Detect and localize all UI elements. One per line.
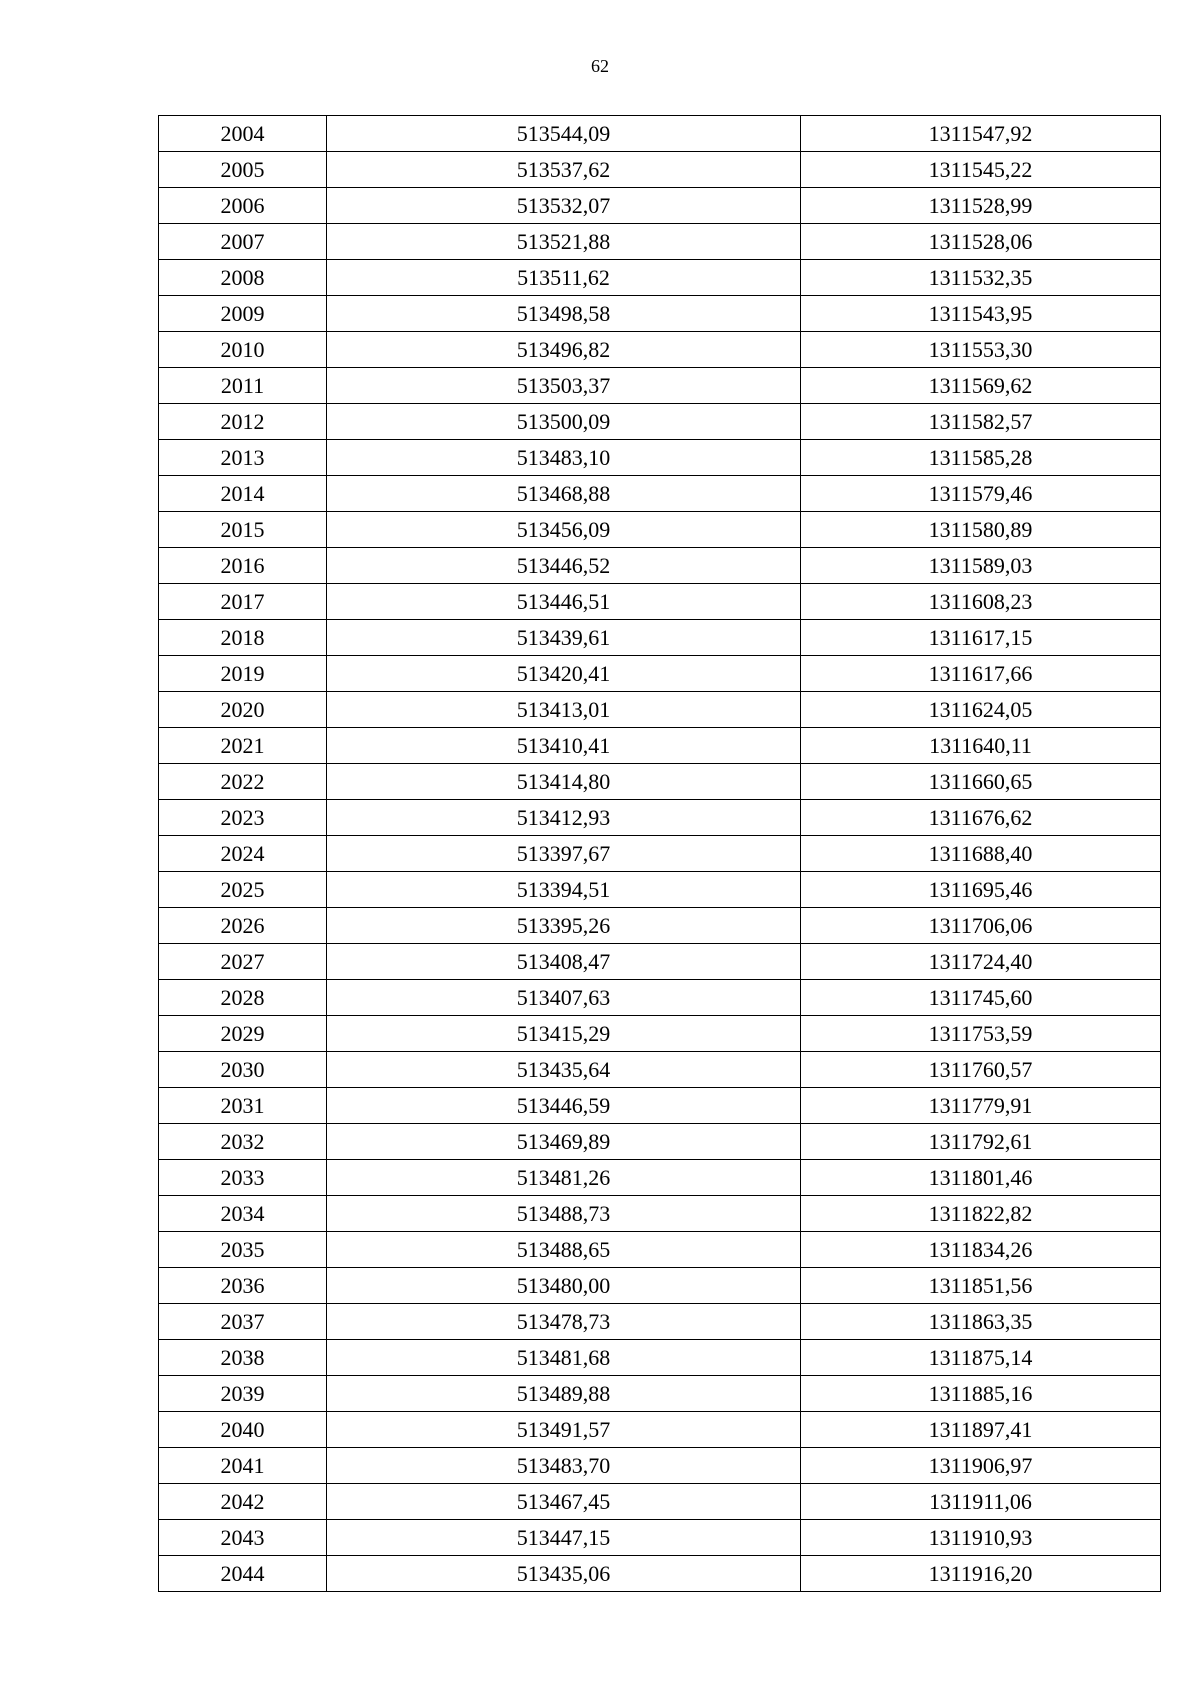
point-number-cell: 2026 (159, 908, 327, 944)
x-coordinate-cell: 513483,10 (327, 440, 801, 476)
y-coordinate-cell: 1311885,16 (801, 1376, 1161, 1412)
table-row (159, 1160, 1161, 1196)
x-coordinate-cell: 513435,64 (327, 1052, 801, 1088)
point-number-cell: 2031 (159, 1088, 327, 1124)
table-row (159, 404, 1161, 440)
point-number-cell: 2027 (159, 944, 327, 980)
table-row (159, 152, 1161, 188)
x-coordinate-cell: 513456,09 (327, 512, 801, 548)
point-number-cell: 2010 (159, 332, 327, 368)
y-coordinate-cell: 1311906,97 (801, 1448, 1161, 1484)
x-coordinate-cell: 513439,61 (327, 620, 801, 656)
x-coordinate-cell: 513407,63 (327, 980, 801, 1016)
y-coordinate-cell: 1311834,26 (801, 1232, 1161, 1268)
table-row (159, 1412, 1161, 1448)
x-coordinate-cell: 513446,59 (327, 1088, 801, 1124)
y-coordinate-cell: 1311916,20 (801, 1556, 1161, 1592)
table-row (159, 1520, 1161, 1556)
table-row (159, 1016, 1161, 1052)
point-number-cell: 2019 (159, 656, 327, 692)
x-coordinate-cell: 513537,62 (327, 152, 801, 188)
x-coordinate-cell: 513394,51 (327, 872, 801, 908)
y-coordinate-cell: 1311676,62 (801, 800, 1161, 836)
x-coordinate-cell: 513488,65 (327, 1232, 801, 1268)
point-number-cell: 2033 (159, 1160, 327, 1196)
point-number-cell: 2043 (159, 1520, 327, 1556)
point-number-cell: 2018 (159, 620, 327, 656)
y-coordinate-cell: 1311745,60 (801, 980, 1161, 1016)
point-number-cell: 2044 (159, 1556, 327, 1592)
x-coordinate-cell: 513532,07 (327, 188, 801, 224)
y-coordinate-cell: 1311528,99 (801, 188, 1161, 224)
point-number-cell: 2040 (159, 1412, 327, 1448)
x-coordinate-cell: 513511,62 (327, 260, 801, 296)
y-coordinate-cell: 1311582,57 (801, 404, 1161, 440)
y-coordinate-cell: 1311640,11 (801, 728, 1161, 764)
point-number-cell: 2036 (159, 1268, 327, 1304)
table-row (159, 944, 1161, 980)
point-number-cell: 2025 (159, 872, 327, 908)
x-coordinate-cell: 513544,09 (327, 116, 801, 152)
table-row (159, 476, 1161, 512)
point-number-cell: 2020 (159, 692, 327, 728)
point-number-cell: 2030 (159, 1052, 327, 1088)
x-coordinate-cell: 513467,45 (327, 1484, 801, 1520)
coordinates-table (158, 115, 1161, 1592)
y-coordinate-cell: 1311851,56 (801, 1268, 1161, 1304)
y-coordinate-cell: 1311579,46 (801, 476, 1161, 512)
y-coordinate-cell: 1311589,03 (801, 548, 1161, 584)
y-coordinate-cell: 1311688,40 (801, 836, 1161, 872)
y-coordinate-cell: 1311528,06 (801, 224, 1161, 260)
table-row (159, 188, 1161, 224)
table-row (159, 368, 1161, 404)
table-row (159, 1376, 1161, 1412)
y-coordinate-cell: 1311569,62 (801, 368, 1161, 404)
point-number-cell: 2015 (159, 512, 327, 548)
y-coordinate-cell: 1311779,91 (801, 1088, 1161, 1124)
point-number-cell: 2038 (159, 1340, 327, 1376)
table-row (159, 1484, 1161, 1520)
point-number-cell: 2021 (159, 728, 327, 764)
table-row (159, 548, 1161, 584)
y-coordinate-cell: 1311543,95 (801, 296, 1161, 332)
x-coordinate-cell: 513488,73 (327, 1196, 801, 1232)
table-row (159, 1448, 1161, 1484)
y-coordinate-cell: 1311585,28 (801, 440, 1161, 476)
x-coordinate-cell: 513480,00 (327, 1268, 801, 1304)
y-coordinate-cell: 1311875,14 (801, 1340, 1161, 1376)
table-row (159, 836, 1161, 872)
point-number-cell: 2013 (159, 440, 327, 476)
x-coordinate-cell: 513420,41 (327, 656, 801, 692)
x-coordinate-cell: 513489,88 (327, 1376, 801, 1412)
x-coordinate-cell: 513414,80 (327, 764, 801, 800)
x-coordinate-cell: 513410,41 (327, 728, 801, 764)
table-row (159, 980, 1161, 1016)
x-coordinate-cell: 513415,29 (327, 1016, 801, 1052)
x-coordinate-cell: 513498,58 (327, 296, 801, 332)
x-coordinate-cell: 513500,09 (327, 404, 801, 440)
table-row (159, 800, 1161, 836)
point-number-cell: 2037 (159, 1304, 327, 1340)
x-coordinate-cell: 513468,88 (327, 476, 801, 512)
table-row (159, 224, 1161, 260)
table-row (159, 1268, 1161, 1304)
x-coordinate-cell: 513397,67 (327, 836, 801, 872)
coordinates-table-body (159, 116, 1161, 1592)
point-number-cell: 2011 (159, 368, 327, 404)
y-coordinate-cell: 1311695,46 (801, 872, 1161, 908)
point-number-cell: 2041 (159, 1448, 327, 1484)
table-row (159, 584, 1161, 620)
y-coordinate-cell: 1311897,41 (801, 1412, 1161, 1448)
y-coordinate-cell: 1311724,40 (801, 944, 1161, 980)
y-coordinate-cell: 1311545,22 (801, 152, 1161, 188)
x-coordinate-cell: 513491,57 (327, 1412, 801, 1448)
table-row (159, 764, 1161, 800)
point-number-cell: 2028 (159, 980, 327, 1016)
y-coordinate-cell: 1311822,82 (801, 1196, 1161, 1232)
point-number-cell: 2039 (159, 1376, 327, 1412)
y-coordinate-cell: 1311753,59 (801, 1016, 1161, 1052)
table-row (159, 620, 1161, 656)
x-coordinate-cell: 513503,37 (327, 368, 801, 404)
x-coordinate-cell: 513408,47 (327, 944, 801, 980)
y-coordinate-cell: 1311863,35 (801, 1304, 1161, 1340)
x-coordinate-cell: 513478,73 (327, 1304, 801, 1340)
table-row (159, 296, 1161, 332)
y-coordinate-cell: 1311617,15 (801, 620, 1161, 656)
x-coordinate-cell: 513496,82 (327, 332, 801, 368)
table-row (159, 908, 1161, 944)
y-coordinate-cell: 1311580,89 (801, 512, 1161, 548)
y-coordinate-cell: 1311532,35 (801, 260, 1161, 296)
page-number: 62 (591, 56, 609, 76)
y-coordinate-cell: 1311706,06 (801, 908, 1161, 944)
table-row (159, 260, 1161, 296)
table-row (159, 116, 1161, 152)
point-number-cell: 2006 (159, 188, 327, 224)
table-row (159, 1196, 1161, 1232)
point-number-cell: 2004 (159, 116, 327, 152)
x-coordinate-cell: 513413,01 (327, 692, 801, 728)
x-coordinate-cell: 513435,06 (327, 1556, 801, 1592)
point-number-cell: 2034 (159, 1196, 327, 1232)
table-row (159, 1232, 1161, 1268)
x-coordinate-cell: 513446,52 (327, 548, 801, 584)
point-number-cell: 2022 (159, 764, 327, 800)
y-coordinate-cell: 1311911,06 (801, 1484, 1161, 1520)
point-number-cell: 2007 (159, 224, 327, 260)
x-coordinate-cell: 513481,68 (327, 1340, 801, 1376)
point-number-cell: 2005 (159, 152, 327, 188)
table-row (159, 1556, 1161, 1592)
point-number-cell: 2035 (159, 1232, 327, 1268)
y-coordinate-cell: 1311617,66 (801, 656, 1161, 692)
x-coordinate-cell: 513483,70 (327, 1448, 801, 1484)
point-number-cell: 2016 (159, 548, 327, 584)
table-row (159, 728, 1161, 764)
y-coordinate-cell: 1311792,61 (801, 1124, 1161, 1160)
x-coordinate-cell: 513412,93 (327, 800, 801, 836)
point-number-cell: 2024 (159, 836, 327, 872)
y-coordinate-cell: 1311553,30 (801, 332, 1161, 368)
table-row (159, 656, 1161, 692)
y-coordinate-cell: 1311910,93 (801, 1520, 1161, 1556)
table-row (159, 1052, 1161, 1088)
table-row (159, 1124, 1161, 1160)
x-coordinate-cell: 513446,51 (327, 584, 801, 620)
table-row (159, 332, 1161, 368)
y-coordinate-cell: 1311760,57 (801, 1052, 1161, 1088)
table-row (159, 1304, 1161, 1340)
table-row (159, 692, 1161, 728)
x-coordinate-cell: 513447,15 (327, 1520, 801, 1556)
table-row (159, 1340, 1161, 1376)
table-row (159, 512, 1161, 548)
point-number-cell: 2032 (159, 1124, 327, 1160)
point-number-cell: 2008 (159, 260, 327, 296)
table-row (159, 1088, 1161, 1124)
x-coordinate-cell: 513469,89 (327, 1124, 801, 1160)
x-coordinate-cell: 513521,88 (327, 224, 801, 260)
point-number-cell: 2017 (159, 584, 327, 620)
y-coordinate-cell: 1311624,05 (801, 692, 1161, 728)
table-row (159, 440, 1161, 476)
point-number-cell: 2023 (159, 800, 327, 836)
y-coordinate-cell: 1311547,92 (801, 116, 1161, 152)
y-coordinate-cell: 1311801,46 (801, 1160, 1161, 1196)
x-coordinate-cell: 513481,26 (327, 1160, 801, 1196)
y-coordinate-cell: 1311608,23 (801, 584, 1161, 620)
y-coordinate-cell: 1311660,65 (801, 764, 1161, 800)
point-number-cell: 2042 (159, 1484, 327, 1520)
x-coordinate-cell: 513395,26 (327, 908, 801, 944)
point-number-cell: 2009 (159, 296, 327, 332)
point-number-cell: 2012 (159, 404, 327, 440)
point-number-cell: 2014 (159, 476, 327, 512)
table-row (159, 872, 1161, 908)
point-number-cell: 2029 (159, 1016, 327, 1052)
